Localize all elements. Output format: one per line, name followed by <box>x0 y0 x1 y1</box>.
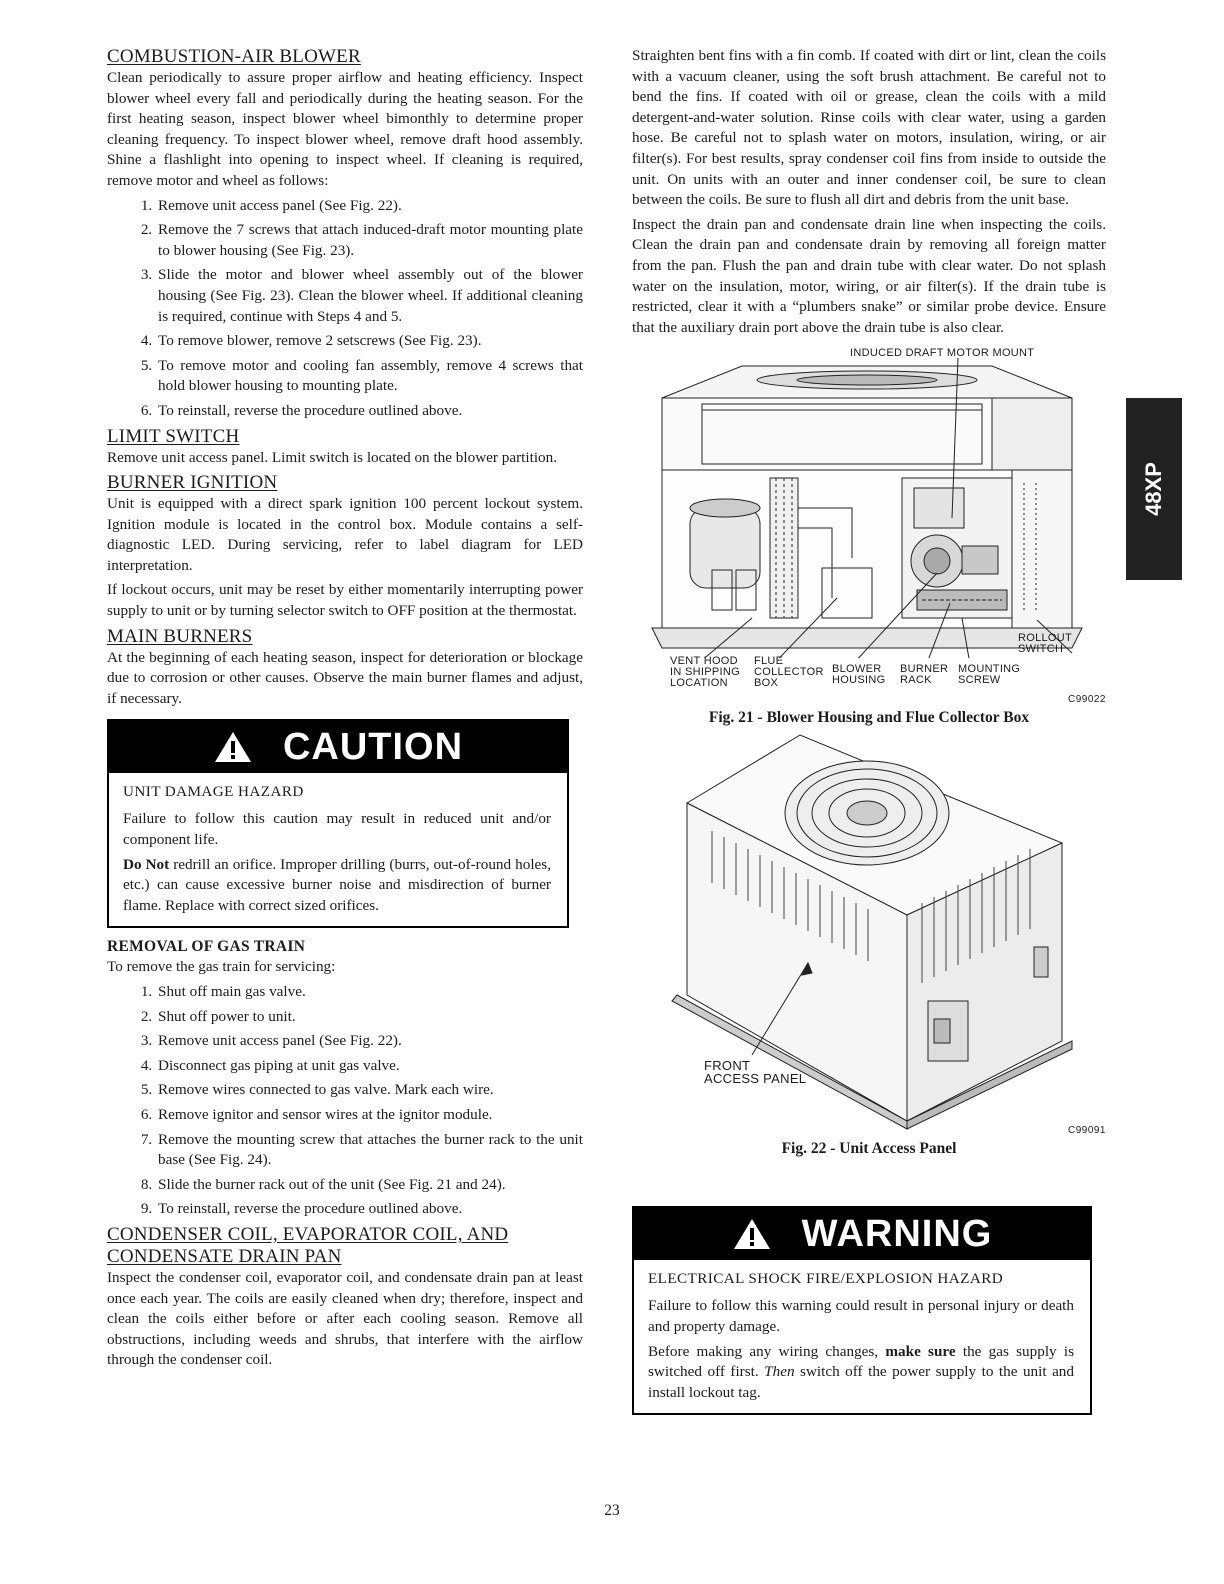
limit-paragraph: Remove unit access panel. Limit switch is located on the blower partition. <box>107 448 558 466</box>
fig21-label-rollout-switch: ROLLOUT SWITCH <box>1018 632 1073 656</box>
list-item: 6. To reinstall, reverse the procedure outlined above. <box>156 401 583 422</box>
warning-label: WARNING <box>801 1212 993 1255</box>
heading-limit-switch: LIMIT SWITCH <box>107 425 240 447</box>
combustion-paragraph: Clean periodically to assure proper airflow and heating efficiency. Inspect blower wheel every fall and periodically during the heating season. For the first heating season, inspect blower wheel bimonthly to determine proper cleaning frequency. To inspect blower wheel, remove draft hood assembly. Shine a flashlight into opening to inspect wheel. If cleaning is required, remove motor and wheel as follows: <box>107 69 583 189</box>
left-column <box>107 46 583 1375</box>
gas-train-steps <box>107 982 583 1220</box>
warning-paragraph-1: Failure to follow this warning could result in personal injury or death and property damage. <box>648 1297 1074 1335</box>
list-item: 3. Remove unit access panel (See Fig. 22). <box>156 1031 583 1052</box>
fig21-label-induced-draft-motor-mount: INDUCED DRAFT MOTOR MOUNT <box>850 347 1035 360</box>
warning-title: ELECTRICAL SHOCK FIRE/EXPLOSION HAZARD <box>648 1270 1004 1288</box>
warning-p2-part-c: the gas supply is switched off first. <box>648 1342 1075 1381</box>
warning-box <box>632 1206 1092 1415</box>
warning-p2-part-e: switch off the power supply to the unit and install lockout tag. <box>648 1363 1074 1401</box>
coil-cleaning-paragraph: Straighten bent fins with a fin comb. If coated with dirt or lint, clean the coils with a vacuum cleaner, using the soft brush attachment. Be careful not to bend the fins. If coated with oil or grease, clean the coils with a mild detergent-and-water solution. Rinse coils with clear water, using a garden hose. Be careful not to splash water on motors, insulation, wiring, or air filter(s). For best results, spray condenser coil fins from inside to outside the unit. On units with an outer and inner condenser coil, be sure to clean between the coils. Be sure to flush all dirt and debris from the unit base. <box>632 47 1106 209</box>
warning-triangle-icon <box>213 730 253 764</box>
caution-paragraph-1: Failure to follow this caution may result in reduced unit and/or component life. <box>123 810 551 849</box>
fig21-label-blower-housing: BLOWER HOUSING <box>832 663 886 687</box>
caution-title: UNIT DAMAGE HAZARD <box>123 783 304 801</box>
burner-ignition-paragraph-1: Unit is equipped with a direct spark ignition 100 percent lockout system. Ignition module is located in the control box. Module contains a self-diagnostic LED. During servicing, refer to label diagram for LED interpretation. <box>107 495 583 574</box>
list-item: 2. Remove the 7 screws that attach induced-draft motor mounting plate to blower housing (See Fig. 23). <box>156 220 583 261</box>
fig21-caption: Fig. 21 - Blower Housing and Flue Collector Box <box>708 709 1030 727</box>
fig21-label-mounting-screw: MOUNTING SCREW <box>958 663 1021 687</box>
fig22-caption: Fig. 22 - Unit Access Panel <box>781 1140 957 1158</box>
warning-p2-part-a: Before making any wiring changes, <box>648 1342 886 1360</box>
caution-paragraph-2-text: redrill an orifice. Improper drilling (burrs, out-of-round holes, etc.) can cause excessive burner noise and misdirection of burner flame. Replace with correct sized orifices. <box>123 855 551 914</box>
list-item: 6. Remove ignitor and sensor wires at the ignitor module. <box>156 1105 583 1126</box>
warning-triangle-icon <box>732 1217 772 1251</box>
list-item: 5. To remove motor and cooling fan assembly, remove 4 screws that hold blower housing to mounting plate. <box>156 356 583 397</box>
heading-burner-ignition: BURNER IGNITION <box>107 472 278 494</box>
side-tab <box>1126 398 1182 580</box>
list-item: 4. Disconnect gas piping at unit gas valve. <box>156 1056 583 1077</box>
list-item: 2. Shut off power to unit. <box>156 1007 583 1028</box>
page-number: 23 <box>604 1502 620 1519</box>
list-item: 5. Remove wires connected to gas valve. Mark each wire. <box>156 1080 583 1101</box>
side-tab-label: 48XP <box>1141 462 1166 516</box>
warning-p2-bold: make sure <box>885 1342 956 1360</box>
list-item: 3. Slide the motor and blower wheel assembly out of the blower housing (See Fig. 23). Clean the blower wheel. If additional cleaning is required, continue with Steps 4 and 5. <box>156 265 583 327</box>
right-column <box>632 46 1106 1423</box>
caution-banner <box>109 721 567 773</box>
fig21-unit-cutaway-illustration <box>632 358 1106 658</box>
condenser-paragraph: Inspect the condenser coil, evaporator coil, and condensate drain pan at least once each year. The coils are easily cleaned when dry; therefore, inspect and clean the coils either before or after each cooling season. Remove all obstructions, including weeds and shrubs, that interfere with the airflow through the condenser coil. <box>107 1268 583 1369</box>
caution-box <box>107 719 569 928</box>
heading-removal-of-gas-train: REMOVAL OF GAS TRAIN <box>107 938 306 956</box>
list-item: 8. Slide the burner rack out of the unit (See Fig. 21 and 24). <box>156 1175 583 1196</box>
warning-banner <box>634 1208 1090 1260</box>
fig21-label-vent-hood: VENT HOOD IN SHIPPING LOCATION <box>670 655 740 690</box>
caution-bold-lead: Do Not <box>123 855 170 873</box>
list-item: 4. To remove blower, remove 2 setscrews (See Fig. 23). <box>156 331 583 352</box>
warning-p2-italic: Then <box>764 1363 795 1381</box>
fig21-code: C99022 <box>1067 694 1106 706</box>
burner-ignition-paragraph-2: If lockout occurs, unit may be reset by either momentarily interrupting power supply to unit or by turning selector switch to OFF position at the thermostat. <box>107 581 583 620</box>
gas-train-paragraph: To remove the gas train for servicing: <box>107 958 336 976</box>
list-item: 9. To reinstall, reverse the procedure outlined above. <box>156 1199 583 1220</box>
list-item: 1. Shut off main gas valve. <box>156 982 583 1003</box>
caution-label: CAUTION <box>282 725 464 768</box>
fig21-label-burner-rack: BURNER RACK <box>900 663 949 687</box>
fig21-label-flue-collector-box: FLUE COLLECTOR BOX <box>754 655 824 690</box>
heading-condenser-coil: CONDENSER COIL, EVAPORATOR COIL, AND CONDENSATE DRAIN PAN <box>107 1223 509 1267</box>
fig22-label-front-access-panel: FRONT ACCESS PANEL <box>704 1058 807 1087</box>
caution-paragraph-2 <box>123 855 551 917</box>
figure-21 <box>632 342 1106 694</box>
fig22-code: C99091 <box>1067 1125 1106 1137</box>
figure-22 <box>632 733 1106 1131</box>
main-burners-paragraph: At the beginning of each heating season, inspect for deterioration or blockage due to corrosion or other causes. Observe the main burner flames and adjust, if necessary. <box>107 648 583 707</box>
heading-main-burners: MAIN BURNERS <box>107 625 253 647</box>
list-item: 7. Remove the mounting screw that attaches the burner rack to the unit base (See Fig. 24). <box>156 1130 583 1171</box>
combustion-steps <box>107 196 583 422</box>
list-item: 1. Remove unit access panel (See Fig. 22). <box>156 196 583 217</box>
warning-paragraph-2 <box>648 1342 1074 1404</box>
heading-combustion-air-blower: COMBUSTION-AIR BLOWER <box>107 46 361 67</box>
drain-pan-paragraph: Inspect the drain pan and condensate drain line when inspecting the coils. Clean the drain pan and condensate drain by removing all foreign matter from the pan. Flush the pan and drain tube with clear water. Do not splash water on the insulation, motor, wiring, or air filter(s). If the drain tube is restricted, clear it with a “plumbers snake” or similar probe device. Ensure that the auxiliary drain port above the drain tube is also clear. <box>632 215 1106 336</box>
